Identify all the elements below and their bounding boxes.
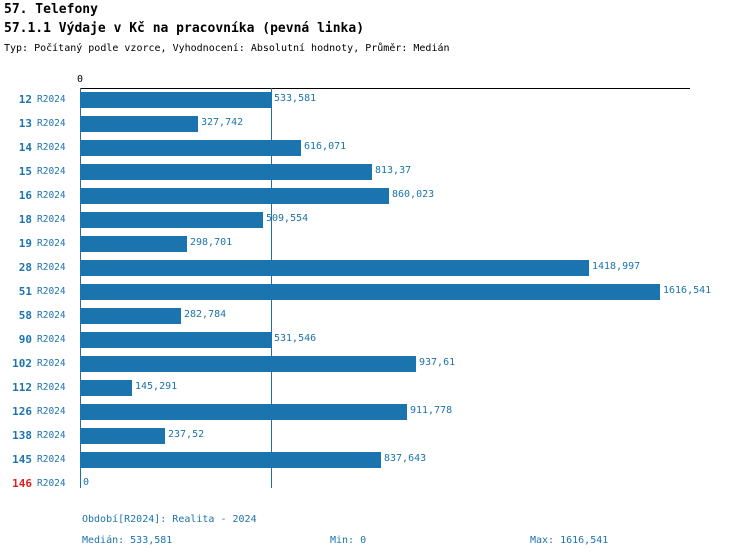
row-series-label: R2024 [37, 142, 66, 153]
row-category-label: 15 [18, 165, 32, 178]
row-series-label: R2024 [37, 454, 66, 465]
bar[interactable] [80, 188, 389, 204]
row-series-label: R2024 [37, 358, 66, 369]
page-title-section: 57. Telefony [4, 2, 98, 17]
chart-subtitle: Typ: Počítaný podle vzorce, Vyhodnocení: Absolutní hodnoty, Průměr: Medián [4, 43, 450, 54]
bar[interactable] [80, 308, 181, 324]
chart-row [18, 184, 690, 208]
bar-value-label: 531,546 [274, 333, 317, 344]
footer-min: Min: 0 [330, 535, 367, 546]
bar[interactable] [80, 332, 271, 348]
row-category-label: 112 [12, 381, 32, 394]
chart-row [18, 304, 690, 328]
row-category-label: 19 [18, 237, 32, 250]
bar-value-label: 937,61 [419, 357, 456, 368]
bar[interactable] [80, 356, 416, 372]
row-series-label: R2024 [37, 214, 66, 225]
bar[interactable] [80, 140, 301, 156]
bar-value-label: 860,023 [392, 189, 435, 200]
bar-value-label: 0 [83, 477, 90, 488]
chart-row [18, 160, 690, 184]
chart-row [18, 88, 690, 112]
chart-row [12, 472, 690, 496]
bar[interactable] [80, 452, 381, 468]
row-category-label: 58 [18, 309, 32, 322]
bar[interactable] [80, 380, 132, 396]
row-category-label: 18 [18, 213, 32, 226]
bar-value-label: 282,784 [184, 309, 227, 320]
row-category-label: 16 [18, 189, 32, 202]
plot-area [12, 74, 712, 490]
bar[interactable] [80, 116, 198, 132]
row-series-label: R2024 [37, 286, 66, 297]
chart-row [18, 328, 690, 352]
row-category-label: 146 [12, 477, 32, 490]
chart-row [12, 352, 690, 376]
row-category-label: 102 [12, 357, 32, 370]
row-category-label: 13 [18, 117, 32, 130]
bar[interactable] [80, 284, 660, 300]
row-category-label: 28 [18, 261, 32, 274]
x-tick-label-0: 0 [76, 74, 84, 85]
row-category-label: 126 [12, 405, 32, 418]
row-series-label: R2024 [37, 382, 66, 393]
chart-row [12, 376, 690, 400]
chart-row [12, 448, 690, 472]
chart-row [18, 112, 690, 136]
bar-value-label: 145,291 [135, 381, 178, 392]
row-category-label: 138 [12, 429, 32, 442]
row-series-label: R2024 [37, 94, 66, 105]
chart-row [12, 424, 690, 448]
row-series-label: R2024 [37, 430, 66, 441]
row-series-label: R2024 [37, 406, 66, 417]
row-series-label: R2024 [37, 238, 66, 249]
row-series-label: R2024 [37, 334, 66, 345]
row-series-label: R2024 [37, 166, 66, 177]
row-series-label: R2024 [37, 262, 66, 273]
row-category-label: 12 [18, 93, 32, 106]
bar-value-label: 327,742 [201, 117, 244, 128]
footer-median: Medián: 533,581 [82, 535, 173, 546]
bar-value-label: 813,37 [375, 165, 412, 176]
bar[interactable] [80, 404, 407, 420]
bar-value-label: 298,701 [190, 237, 233, 248]
bar-value-label: 1616,541 [663, 285, 712, 296]
bar[interactable] [80, 260, 589, 276]
row-category-label: 145 [12, 453, 32, 466]
bar[interactable] [80, 428, 165, 444]
page-title: 57.1.1 Výdaje v Kč na pracovníka (pevná linka) [4, 21, 365, 36]
chart-row [18, 232, 690, 256]
row-category-label: 51 [18, 285, 32, 298]
chart-row [18, 280, 712, 304]
bar-value-label: 837,643 [384, 453, 427, 464]
bar-value-label: 911,778 [410, 405, 453, 416]
bar-value-label: 237,52 [168, 429, 205, 440]
row-series-label: R2024 [37, 190, 66, 201]
row-category-label: 14 [18, 141, 32, 154]
chart-row [12, 400, 690, 424]
bar[interactable] [80, 164, 372, 180]
chart-row [18, 256, 690, 280]
row-category-label: 90 [18, 333, 32, 346]
row-series-label: R2024 [37, 478, 66, 489]
chart-row [18, 136, 690, 160]
bar[interactable] [80, 92, 271, 108]
row-series-label: R2024 [37, 310, 66, 321]
bar-value-label: 616,071 [304, 141, 347, 152]
bar-value-label: 509,554 [266, 213, 309, 224]
row-series-label: R2024 [37, 118, 66, 129]
bar-value-label: 533,581 [274, 93, 317, 104]
footer-max: Max: 1616,541 [530, 535, 609, 546]
bar[interactable] [80, 236, 187, 252]
footer-period: Období[R2024]: Realita - 2024 [82, 514, 257, 525]
bar-value-label: 1418,997 [592, 261, 641, 272]
chart-row [18, 208, 690, 232]
bar[interactable] [80, 212, 263, 228]
